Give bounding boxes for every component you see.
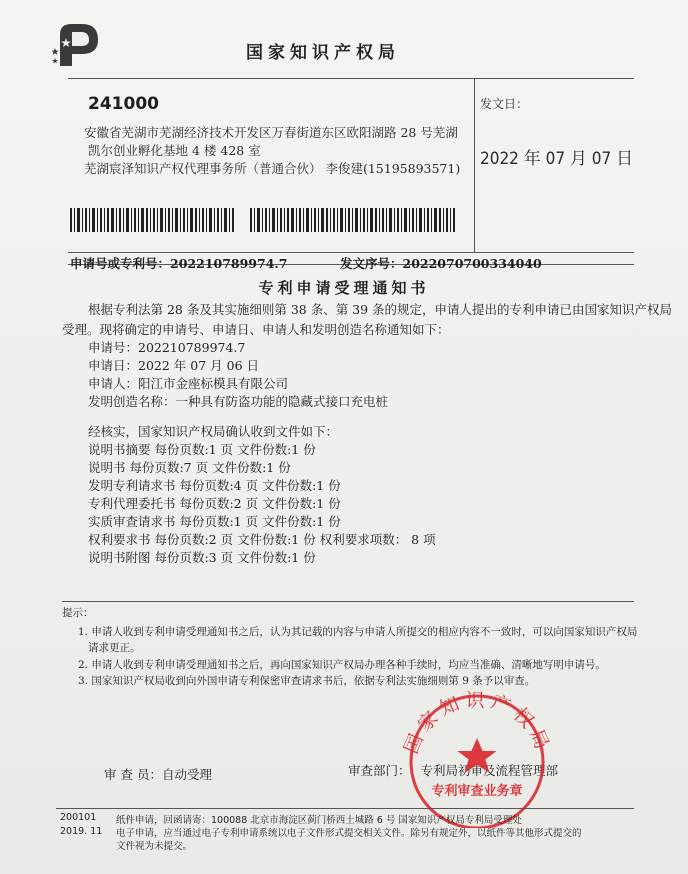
examiner-value: 自动受理 — [161, 767, 212, 782]
tips-rule — [62, 601, 634, 602]
reference-rule-top — [68, 252, 634, 253]
app-no-line — [70, 254, 287, 272]
issue-date: 2022 年 07 月 07 日 — [480, 149, 634, 169]
column-divider — [474, 78, 475, 252]
tip-3: 3. 国家知识产权局收到向外国申请专利保密审查请求书后，依据专利法实施细则第 9 条予以审查。 — [78, 675, 536, 687]
form-date: 2019. 11 — [60, 826, 103, 837]
dept-label: 审查部门： — [348, 763, 411, 778]
footer-line-2: 电子申请，应当通过电子专利申请系统以电子文件形式提交相关文件。除另有规定外，以纸件等其他形式提交的 — [116, 828, 582, 839]
field-app-no: 申请号：202210789974.7 — [88, 340, 246, 355]
intro-line-1: 根据专利法第 28 条及其实施细则第 38 条、第 39 条的规定，申请人提出的专利申请已由国家知识产权局 — [88, 302, 673, 317]
svg-text:国家知识产权局: 国家知识产权局 — [400, 690, 555, 757]
doc-item: 发明专利请求书 每份页数:4 页 文件份数:1 份 — [88, 478, 341, 493]
serial-line — [340, 254, 542, 272]
field-applicant: 申请人：阳江市金座标模具有限公司 — [88, 376, 289, 391]
svg-text:专利审查业务章: 专利审查业务章 — [431, 784, 523, 799]
address-line-1: 安徽省芜湖市芜湖经济技术开发区万春街道东区欧阳湖路 28 号芜湖 — [84, 125, 458, 140]
tip-2: 2. 申请人收到专利申请受理通知书之后，再向国家知识产权局办理各种手续时，均应当准确、清晰地写明申请号。 — [78, 659, 606, 671]
serial-label: 发文序号： — [340, 256, 403, 271]
agency-line: 芜湖宸泽知识产权代理事务所（普通合伙） 李俊建(15195893571) — [84, 161, 461, 176]
notice-title: 专利申请受理通知书 — [258, 279, 430, 297]
address-line-2: 凯尔创业孵化基地 4 楼 428 室 — [88, 143, 261, 158]
office-name: 国家知识产权局 — [246, 43, 400, 63]
postcode: 241000 — [88, 94, 159, 114]
doc-item: 专利代理委托书 每份页数:2 页 文件份数:1 份 — [88, 496, 341, 511]
doc-item: 权利要求书 每份页数:2 页 文件份数:1 份 权利要求项数： 8 项 — [88, 532, 436, 547]
dept-value: 专利局初审及流程管理部 — [420, 763, 559, 778]
cnipa-logo-icon — [52, 18, 108, 74]
verify-intro: 经核实，国家知识产权局确认收到文件如下： — [88, 424, 339, 439]
barcode-left — [70, 208, 235, 232]
doc-item: 实质审查请求书 每份页数:1 页 文件份数:1 份 — [88, 514, 341, 529]
examiner-line — [104, 765, 212, 783]
intro-line-2: 受理。现将确定的申请号、申请日、申请人和发明创造名称通知如下： — [62, 322, 450, 337]
tips-heading: 提示： — [62, 607, 94, 619]
app-no-value: 202210789974.7 — [170, 256, 288, 271]
tip-1-line-2: 请求更正。 — [88, 642, 141, 654]
field-invention-name: 发明创造名称：一种具有防盗功能的隐藏式接口充电桩 — [88, 394, 389, 409]
footer-line-1: 纸件申请，回函请寄：100088 北京市海淀区蓟门桥西土城路 6 号 国家知识产权局专利局受理处 — [116, 815, 522, 826]
doc-item: 说明书附图 每份页数:3 页 文件份数:1 份 — [88, 550, 316, 565]
barcode-right — [250, 208, 455, 232]
field-app-date: 申请日：2022 年 07 月 06 日 — [88, 358, 259, 373]
form-code: 200101 — [60, 812, 97, 823]
footer-line-3: 文件视为未提交。 — [116, 841, 193, 852]
header-rule — [68, 78, 634, 79]
doc-item: 说明书摘要 每份页数:1 页 文件份数:1 份 — [88, 442, 316, 457]
app-no-label: 申请号或专利号： — [70, 256, 171, 271]
issue-date-label: 发文日： — [480, 97, 529, 111]
footer-rule — [56, 808, 634, 809]
doc-item: 说明书 每份页数:7 页 文件份数:1 份 — [88, 460, 291, 475]
examiner-label: 审 查 员： — [104, 767, 162, 782]
tip-1-line-1: 1. 申请人收到专利申请受理通知书之后，认为其记载的内容与申请人所提交的相应内容不一致时，可以向国家知识产权局 — [78, 626, 638, 638]
serial-value: 2022070700334040 — [402, 256, 542, 271]
